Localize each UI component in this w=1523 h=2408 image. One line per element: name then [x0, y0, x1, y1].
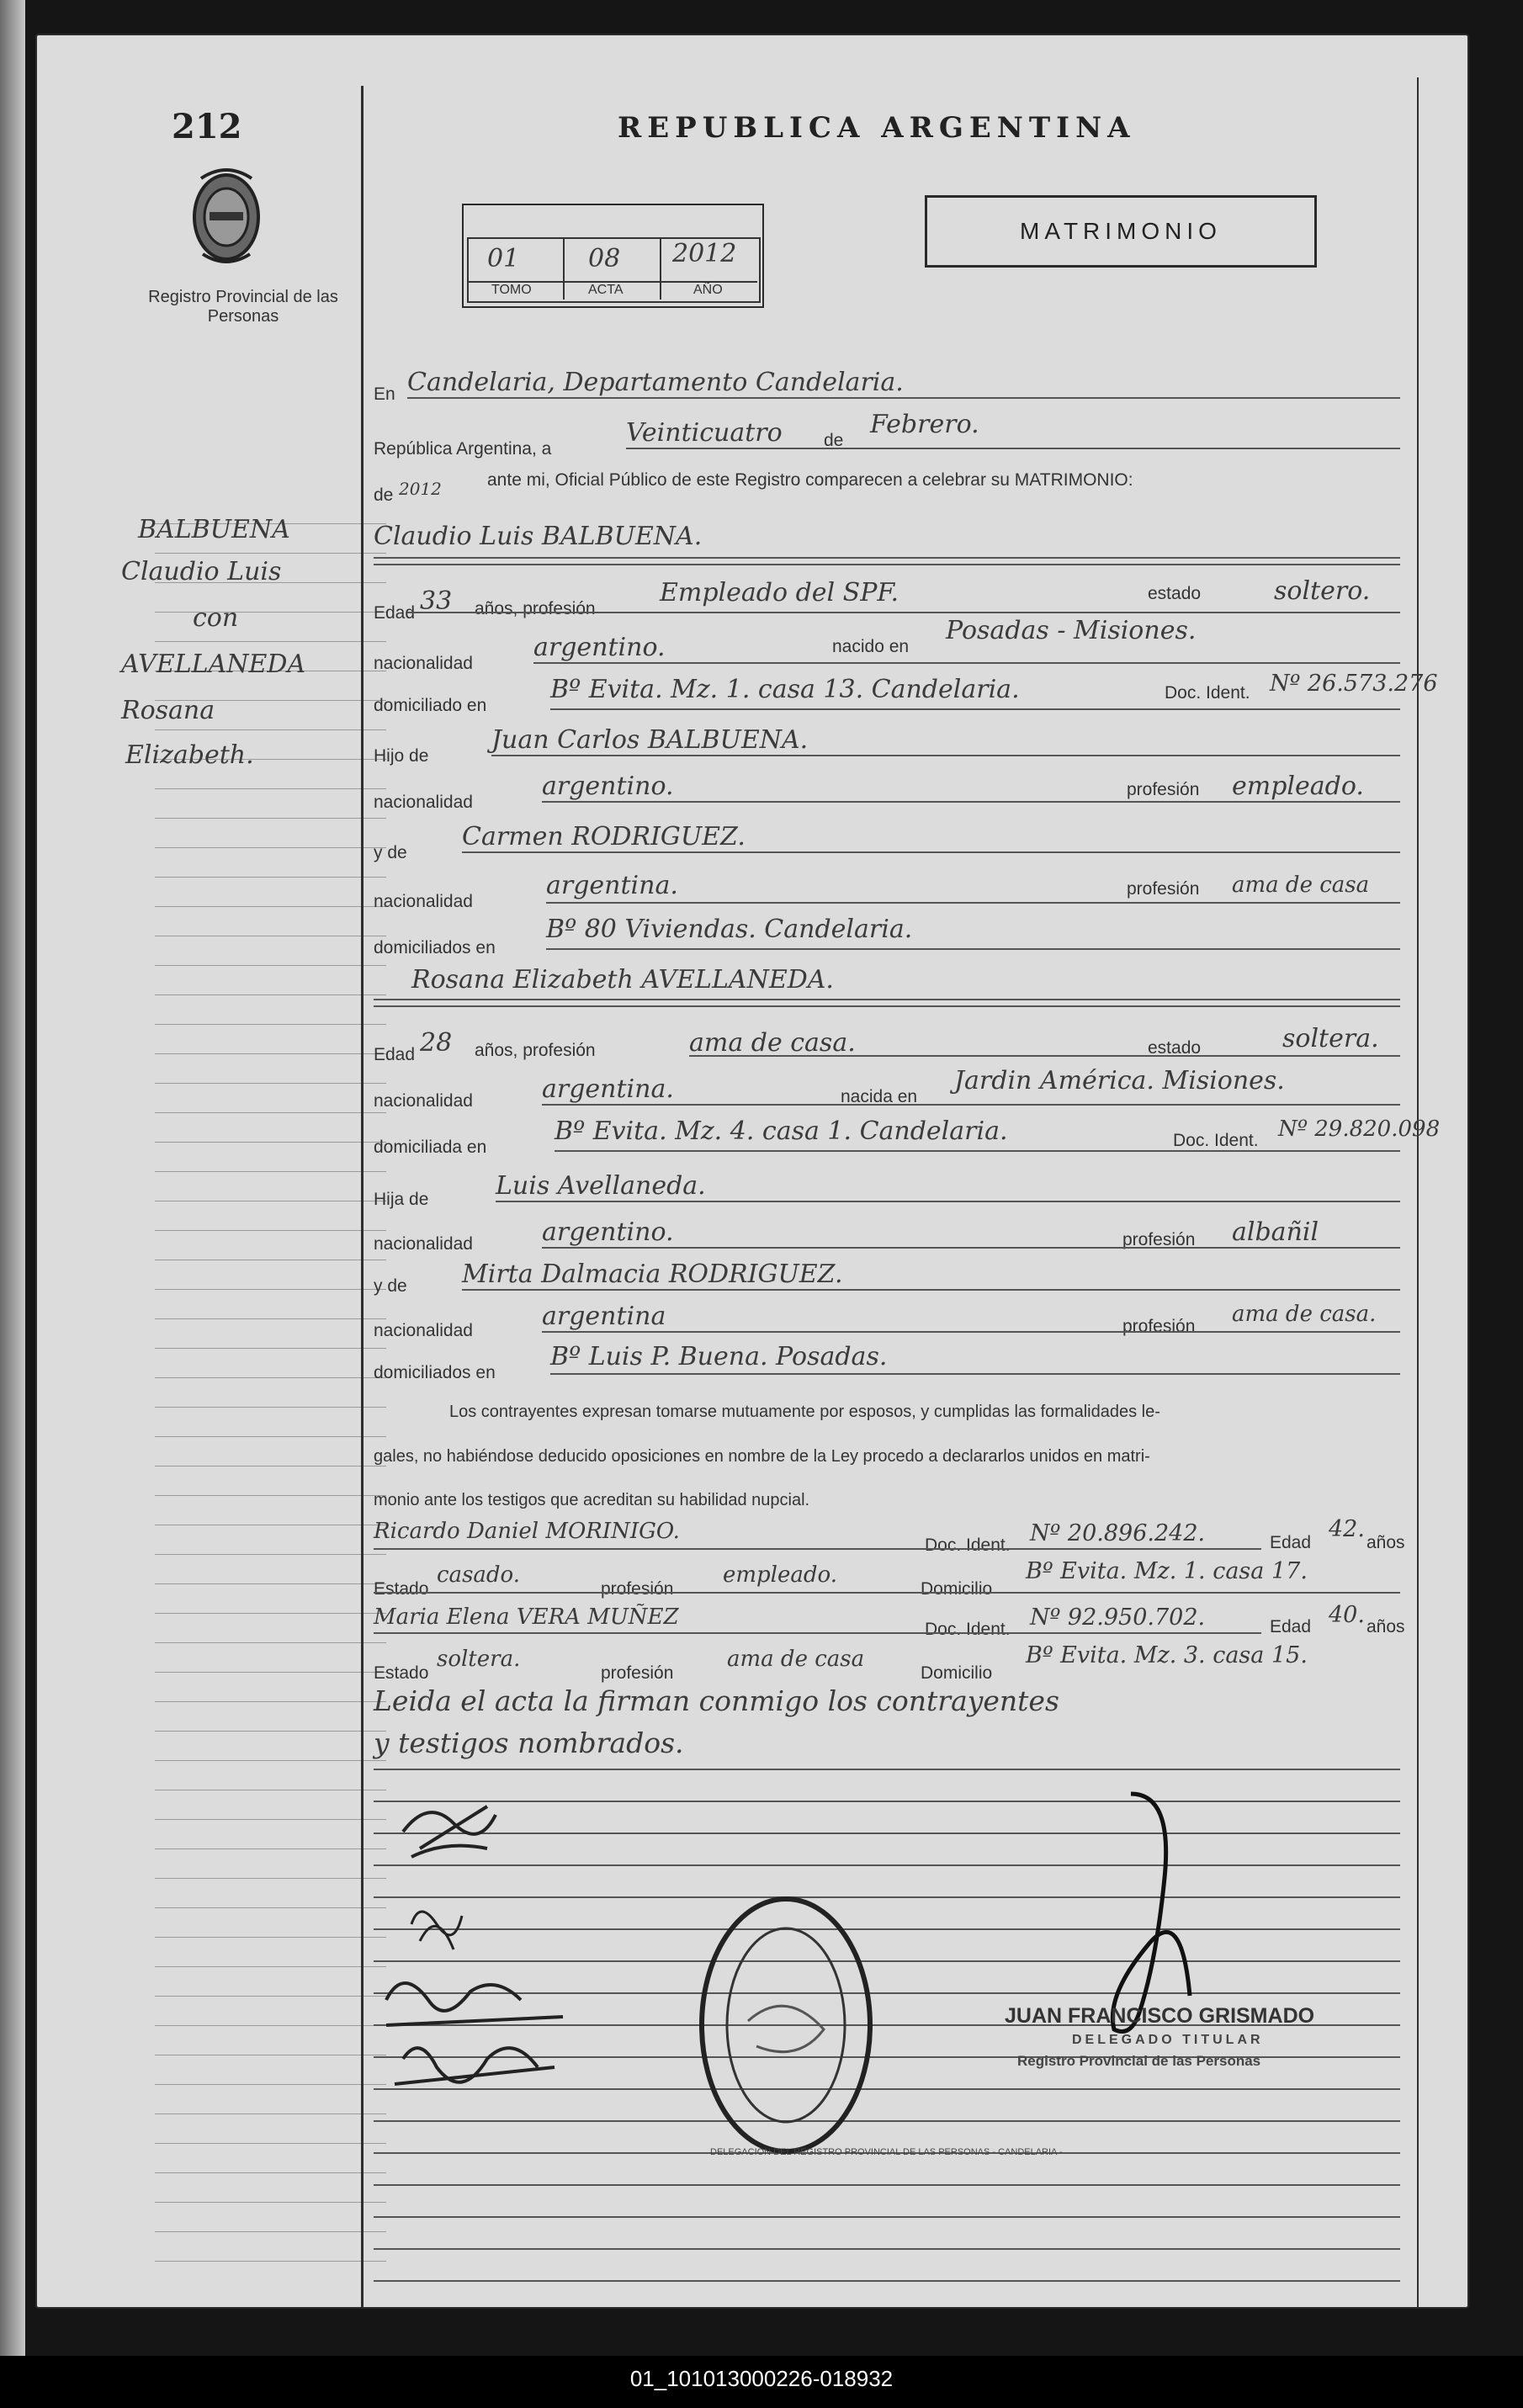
- margin-rule: [155, 1878, 386, 1879]
- form-value: argentino.: [542, 1217, 674, 1247]
- form-label: Edad: [1270, 1533, 1312, 1552]
- form-value: 42.: [1329, 1516, 1365, 1542]
- book-spine: [0, 0, 25, 2408]
- margin-rule: [155, 1466, 386, 1467]
- form-rule: [374, 1005, 1400, 1007]
- form-label: profesión: [1127, 879, 1200, 899]
- margin-rule: [155, 1554, 386, 1555]
- form-label: nacionalidad: [374, 1091, 473, 1111]
- tomo-label: TOMO: [491, 283, 532, 297]
- form-rule: [462, 851, 1400, 853]
- form-label: años, profesión: [475, 1041, 596, 1060]
- margin-name-line: Claudio Luis: [121, 557, 282, 586]
- margin-name-line: Elizabeth.: [125, 740, 254, 770]
- form-label: domiciliados en: [374, 1363, 496, 1382]
- margin-rule: [155, 1907, 386, 1908]
- form-label: nacida en: [841, 1087, 918, 1106]
- margin-rule: [155, 1495, 386, 1496]
- margin-rule: [155, 641, 386, 642]
- margin-rule: [155, 1407, 386, 1408]
- form-rule: [374, 999, 1400, 1000]
- margin-name-line: con: [193, 603, 239, 633]
- day-value: Veinticuatro: [626, 418, 783, 448]
- form-value: ama de casa.: [1232, 1302, 1377, 1327]
- official-title: DELEGADO TITULAR: [1072, 2033, 1264, 2047]
- margin-rule: [155, 1672, 386, 1673]
- form-label: años: [1366, 1533, 1405, 1552]
- form-value: Bº 80 Viviendas. Candelaria.: [546, 915, 913, 944]
- form-label: y de: [374, 1276, 407, 1296]
- form-value: ama de casa.: [689, 1028, 856, 1058]
- form-label: estado: [1148, 1038, 1202, 1058]
- margin-rule: [155, 1024, 386, 1025]
- ano-label: AÑO: [693, 283, 723, 297]
- margin-name-line: BALBUENA: [138, 515, 290, 544]
- margin-name-line: AVELLANEDA: [121, 650, 306, 679]
- margin-rule: [155, 1966, 386, 1967]
- record-type-box: [925, 195, 1317, 268]
- form-value: ama de casa: [727, 1647, 865, 1672]
- form-value: argentina.: [542, 1074, 674, 1104]
- margin-rule: [155, 2172, 386, 2173]
- form-rule: [407, 612, 1400, 613]
- form-value: soltero.: [1274, 576, 1371, 606]
- registry-label: Registro Provincial de las Personas: [148, 288, 338, 326]
- form-label: Edad: [374, 603, 416, 623]
- right-border: [1417, 77, 1419, 2307]
- form-label: Doc. Ident.: [1165, 683, 1250, 703]
- margin-rule: [155, 1436, 386, 1437]
- form-value: Mirta Dalmacia RODRIGUEZ.: [462, 1260, 843, 1289]
- form-label: Doc. Ident.: [925, 1620, 1011, 1639]
- form-value: Nº 29.820.098: [1278, 1116, 1441, 1142]
- form-value: soltera.: [1282, 1024, 1379, 1053]
- form-rule: [462, 1289, 1400, 1291]
- form-rule: [374, 2248, 1400, 2250]
- form-value: Posadas - Misiones.: [946, 616, 1197, 645]
- margin-rule: [155, 1848, 386, 1849]
- form-value: Nº 26.573.276: [1270, 671, 1438, 697]
- form-label: estado: [1148, 584, 1202, 603]
- form-label: nacido en: [832, 637, 910, 656]
- form-label: ante mi, Oficial Público de este Registro comparecen a celebrar su MATRIMONIO:: [487, 470, 1133, 490]
- form-label: En: [374, 385, 395, 404]
- margin-rule: [155, 1083, 386, 1084]
- form-value: Bº Evita. Mz. 1. casa 13. Candelaria.: [550, 675, 1020, 704]
- record-type: MATRIMONIO: [1020, 218, 1222, 244]
- margin-rule: [155, 877, 386, 878]
- form-rule: [374, 2280, 1400, 2282]
- form-value: Ricardo Daniel MORINIGO.: [374, 1519, 680, 1544]
- margin-rule: [155, 1760, 386, 1761]
- form-value: Bº Evita. Mz. 1. casa 17.: [1026, 1558, 1308, 1584]
- form-rule: [374, 2184, 1400, 2186]
- margin-rule: [155, 1731, 386, 1732]
- margin-rule: [155, 2025, 386, 2026]
- margin-rule: [155, 553, 386, 554]
- margin-rule: [155, 1583, 386, 1584]
- margin-rule: [155, 994, 386, 995]
- form-value: Nº 92.950.702.: [1030, 1604, 1206, 1631]
- form-value: argentina.: [546, 871, 678, 900]
- margin-rule: [155, 2202, 386, 2203]
- margin-rule: [155, 788, 386, 789]
- form-value: Bº Evita. Mz. 4. casa 1. Candelaria.: [555, 1116, 1008, 1146]
- form-rule: [491, 755, 1400, 756]
- seal-text: DELEGACION DEL REGISTRO PROVINCIAL DE LAS PERSONAS - CANDELARIA -: [710, 2147, 1063, 2157]
- register-page: [35, 34, 1469, 2309]
- margin-rule: [155, 1613, 386, 1614]
- form-value: Jardin América. Misiones.: [954, 1066, 1285, 1095]
- official-name: JUAN FRANCISCO GRISMADO: [1005, 2004, 1315, 2028]
- contrayente2-name: Rosana Elizabeth AVELLANEDA.: [411, 965, 834, 994]
- form-value: Nº 20.896.242.: [1030, 1520, 1206, 1546]
- margin-rule: [155, 1701, 386, 1702]
- form-rule: [374, 557, 1400, 559]
- margin-rule: [155, 2261, 386, 2262]
- declaration-line: Los contrayentes expresan tomarse mutuamente por esposos, y cumplidas las formalidades le-: [449, 1403, 1160, 1421]
- form-label: nacionalidad: [374, 654, 473, 673]
- form-value: casado.: [437, 1562, 521, 1588]
- margin-rule: [155, 1171, 386, 1172]
- margin-rule: [155, 1819, 386, 1820]
- form-rule: [496, 1201, 1400, 1202]
- margin-rule: [155, 1937, 386, 1938]
- form-label: Estado: [374, 1579, 429, 1599]
- margin-rule: [155, 612, 386, 613]
- tomo-acta-ano-table: [462, 204, 765, 313]
- margin-rule: [155, 2084, 386, 2085]
- margin-rule: [155, 1112, 386, 1113]
- margin-rule: [155, 1377, 386, 1378]
- form-rule: [374, 1632, 1261, 1634]
- registry-seal: [689, 1886, 883, 2164]
- form-label: Edad: [1270, 1617, 1312, 1636]
- form-value: Juan Carlos BALBUENA.: [491, 725, 809, 755]
- page-number: 212: [172, 107, 242, 146]
- margin-rule: [155, 818, 386, 819]
- form-label: nacionalidad: [374, 892, 473, 911]
- form-value: Bº Luis P. Buena. Posadas.: [550, 1342, 888, 1371]
- form-rule: [546, 902, 1400, 904]
- margin-rule: [155, 1318, 386, 1319]
- form-label: de: [824, 431, 844, 450]
- form-label: profesión: [1122, 1317, 1196, 1336]
- form-label: profesión: [601, 1579, 674, 1599]
- form-label: y de: [374, 843, 407, 862]
- form-rule: [542, 1247, 1400, 1249]
- form-label: años, profesión: [475, 599, 596, 618]
- form-rule: [374, 564, 1400, 565]
- form-rule: [550, 1373, 1400, 1375]
- form-rule: [374, 1769, 1400, 1770]
- closing-line: y testigos nombrados.: [374, 1726, 684, 1759]
- country-title: REPUBLICA ARGENTINA: [618, 111, 1136, 145]
- margin-rule: [155, 729, 386, 730]
- form-rule: [374, 1548, 1261, 1550]
- form-value: argentino.: [542, 772, 674, 801]
- form-value: Luis Avellaneda.: [496, 1171, 706, 1201]
- margin-rule: [155, 906, 386, 907]
- margin-rule: [155, 1289, 386, 1290]
- form-value: Empleado del SPF.: [660, 578, 899, 607]
- closing-line: Leida el acta la firman conmigo los contrayentes: [374, 1684, 1059, 1717]
- ano-value: 2012: [672, 239, 737, 268]
- form-label: República Argentina, a: [374, 439, 552, 459]
- form-label: Domicilio: [921, 1663, 993, 1683]
- form-label: nacionalidad: [374, 1321, 473, 1340]
- declaration-line: monio ante los testigos que acreditan su habilidad nupcial.: [374, 1491, 810, 1509]
- form-label: nacionalidad: [374, 793, 473, 812]
- form-value: empleado.: [723, 1562, 837, 1588]
- acta-label: ACTA: [588, 283, 624, 297]
- form-label: Estado: [374, 1663, 429, 1683]
- form-label: profesión: [601, 1663, 674, 1683]
- form-value: argentino.: [533, 633, 666, 662]
- official-registry: Registro Provincial de las Personas: [1017, 2053, 1261, 2069]
- form-rule: [626, 448, 1400, 449]
- form-label: Domicilio: [921, 1579, 993, 1599]
- margin-rule: [155, 2143, 386, 2144]
- form-value: Bº Evita. Mz. 3. casa 15.: [1026, 1642, 1308, 1668]
- form-value: Maria Elena VERA MUÑEZ: [374, 1604, 679, 1630]
- column-divider: [361, 86, 364, 2307]
- month-value: Febrero.: [870, 410, 979, 439]
- form-value: argentina: [542, 1302, 666, 1331]
- form-value: Carmen RODRIGUEZ.: [462, 822, 746, 851]
- form-rule: [542, 1104, 1400, 1106]
- year-value: 2012: [399, 479, 442, 499]
- margin-rule: [155, 1053, 386, 1054]
- form-value: 33: [420, 586, 453, 616]
- form-label: años: [1366, 1617, 1405, 1636]
- margin-rule: [155, 1348, 386, 1349]
- margin-rule: [155, 965, 386, 966]
- form-rule: [542, 1331, 1400, 1333]
- margin-rule: [155, 1642, 386, 1643]
- image-id: 01_101013000226-018932: [629, 2366, 894, 2391]
- form-value: 40.: [1329, 1602, 1365, 1628]
- form-value: 28: [420, 1028, 453, 1058]
- form-label: Hijo de: [374, 746, 429, 766]
- declaration-line: gales, no habiéndose deducido oposiciones en nombre de la Ley procedo a declararlos unidos en matri-: [374, 1447, 1150, 1466]
- form-value: soltera.: [437, 1647, 521, 1672]
- form-value: ama de casa: [1232, 873, 1370, 898]
- form-label: domiciliados en: [374, 938, 496, 957]
- margin-name-line: Rosana: [121, 696, 215, 725]
- form-value: albañil: [1232, 1217, 1319, 1247]
- form-label: profesión: [1127, 780, 1200, 799]
- form-rule: [550, 708, 1400, 710]
- form-rule: [374, 1592, 1400, 1594]
- margin-rule: [155, 1142, 386, 1143]
- tomo-value: 01: [487, 244, 520, 273]
- form-label: Doc. Ident.: [1173, 1131, 1259, 1150]
- form-value: empleado.: [1232, 772, 1364, 801]
- margin-rule: [155, 2231, 386, 2232]
- margin-rule: [155, 1996, 386, 1997]
- form-rule: [689, 1055, 1400, 1057]
- form-label: Hija de: [374, 1190, 429, 1209]
- form-rule: [555, 1150, 1400, 1152]
- margin-rule: [155, 847, 386, 848]
- place-value: Candelaria, Departamento Candelaria.: [407, 368, 904, 397]
- form-label: nacionalidad: [374, 1234, 473, 1254]
- form-label: domiciliada en: [374, 1138, 487, 1157]
- form-rule: [546, 948, 1400, 950]
- form-label: Edad: [374, 1045, 416, 1064]
- form-rule: [407, 397, 1400, 399]
- form-label: Doc. Ident.: [925, 1535, 1011, 1555]
- form-label: de: [374, 485, 394, 505]
- form-label: domiciliado en: [374, 696, 487, 715]
- contrayente1-name: Claudio Luis BALBUENA.: [374, 522, 703, 551]
- form-rule: [374, 2216, 1400, 2218]
- form-rule: [533, 662, 1400, 664]
- coat-of-arms-icon: [184, 162, 268, 271]
- form-label: profesión: [1122, 1230, 1196, 1249]
- acta-value: 08: [588, 244, 621, 273]
- form-rule: [542, 801, 1400, 803]
- margin-rule: [155, 1230, 386, 1231]
- signatures-left: [369, 1781, 605, 2135]
